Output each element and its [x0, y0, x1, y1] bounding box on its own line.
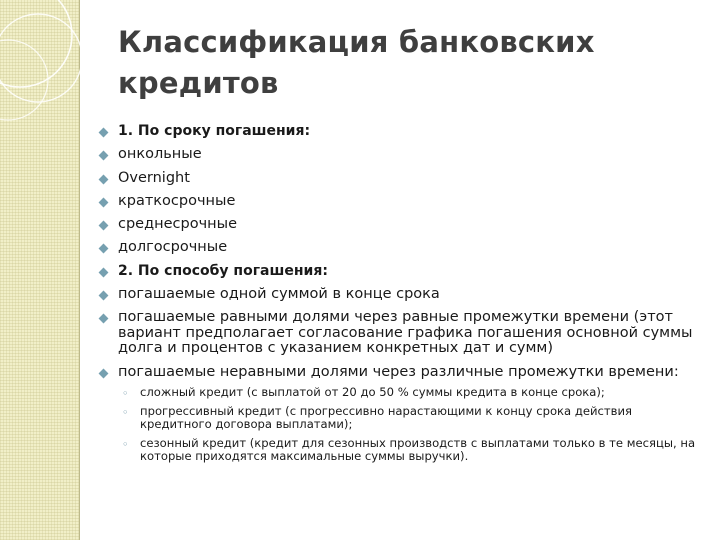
page-title: Классификация банковских кредитов	[118, 25, 595, 100]
list-item-text: погашаемые одной суммой в конце срока	[118, 286, 440, 303]
diamond-bullet-icon	[99, 197, 109, 207]
list-item	[100, 240, 700, 256]
list-item-text: погашаемые неравными долями через различные промежутки времени:	[118, 363, 679, 380]
list-item-text: долгосрочные	[118, 239, 228, 256]
diamond-bullet-icon	[99, 151, 109, 161]
sub-list-item-text: сложный кредит (с выплатой от 20 до 50 % суммы кредита в конце срока);	[140, 385, 605, 400]
sub-bullet-list	[118, 386, 700, 464]
list-item-text: Overnight	[118, 169, 190, 186]
list-item-text: среднесрочные	[118, 216, 237, 233]
diamond-bullet-icon	[99, 314, 109, 324]
diamond-bullet-icon	[99, 221, 109, 231]
list-item-text: краткосрочные	[118, 192, 236, 209]
diamond-bullet-icon	[99, 291, 109, 301]
bullet-list	[100, 124, 700, 469]
list-item-text: погашаемые равными долями через равные промежутки времени (этот вариант предполагает согласование графика погашения основной суммы долга и процентов с указанием конкретных дат и сумм)	[118, 309, 693, 357]
diamond-bullet-icon	[99, 267, 109, 277]
list-item	[100, 365, 700, 464]
list-item-text: 2. По способу погашения:	[118, 262, 328, 279]
sub-list-item	[118, 386, 700, 400]
sub-list-item	[118, 405, 700, 432]
list-item	[100, 147, 700, 163]
circle-bullet-icon: ◦	[122, 387, 129, 401]
list-item-text: онкольные	[118, 146, 202, 163]
diamond-bullet-icon	[99, 128, 109, 138]
sub-list-item	[118, 437, 700, 464]
list-item-text: 1. По сроку погашения:	[118, 123, 311, 139]
sub-list-item-text: сезонный кредит (кредит для сезонных производств с выплатами только в те месяцы, на которые приходятся максимальные суммы выручки).	[140, 435, 696, 464]
list-item	[100, 217, 700, 233]
list-item	[100, 124, 700, 140]
list-item	[100, 194, 700, 210]
diamond-bullet-icon	[99, 368, 109, 378]
list-item	[100, 171, 700, 187]
circle-bullet-icon: ◦	[122, 405, 129, 419]
list-item	[100, 310, 700, 357]
sub-list-item-text: прогрессивный кредит (с прогрессивно нарастающими к концу срока действия кредитного договора выплатами);	[140, 403, 632, 432]
list-item	[100, 264, 700, 280]
diamond-bullet-icon	[99, 244, 109, 254]
list-item	[100, 287, 700, 303]
diamond-bullet-icon	[99, 174, 109, 184]
circle-bullet-icon: ◦	[122, 437, 129, 451]
